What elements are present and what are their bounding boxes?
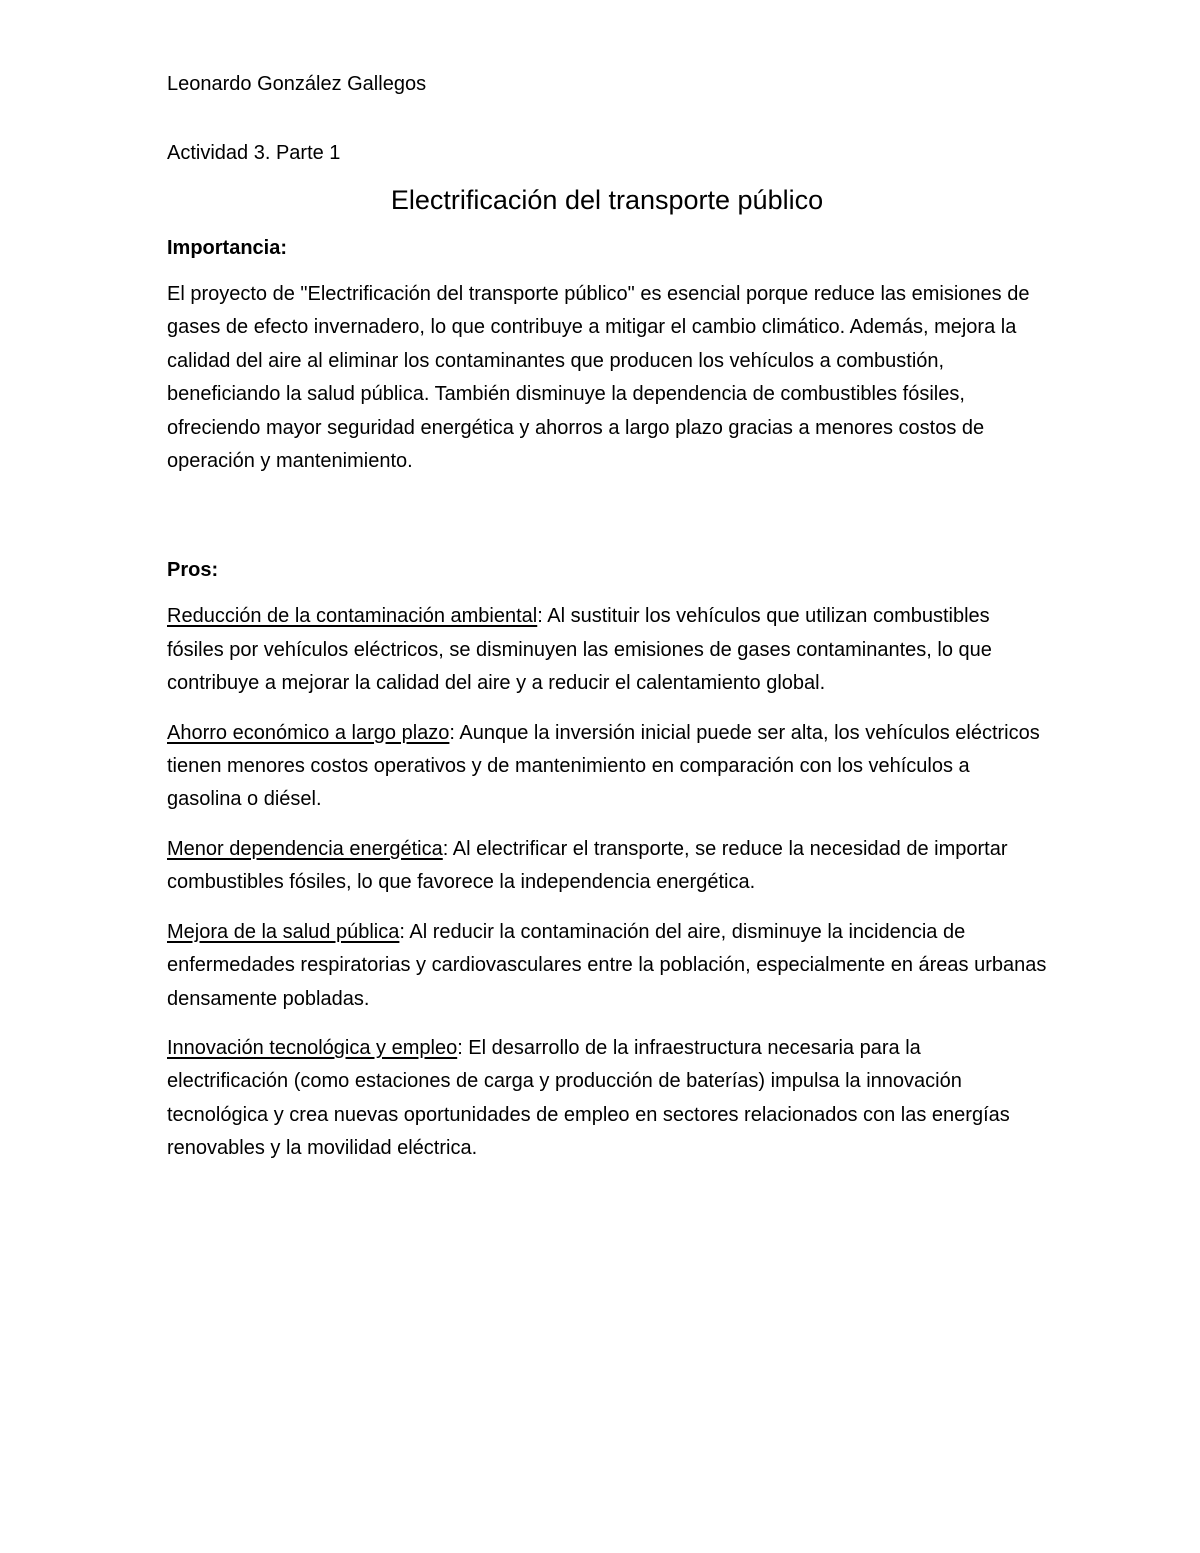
pro-item-dependencia xyxy=(167,833,1047,900)
pro-item-title: Innovación tecnológica y empleo xyxy=(167,1036,458,1059)
pro-item-contaminacion xyxy=(167,600,1047,700)
pro-item-title: Reducción de la contaminación ambiental xyxy=(167,605,538,628)
pro-item-text: : El desarrollo de la infraestructura necesaria para la electrificación (como estaciones de carga y producción de baterías) impulsa la innovación tecnológica y crea nuevas oportunidades de empleo en sectores relacionados con las energías renovables y la movilidad eléctrica. xyxy=(167,1036,1010,1160)
pro-item-text: : Al sustituir los vehículos que utilizan combustibles fósiles por vehículos eléctricos, se disminuyen las emisiones de gases contaminantes, lo que contribuye a mejorar la calidad del aire y a reducir el calentamiento global. xyxy=(167,605,992,695)
pro-item-text: : Aunque la inversión inicial puede ser alta, los vehículos eléctricos tienen menores costos operativos y de mantenimiento en comparación con los vehículos a gasolina o diésel. xyxy=(167,721,1040,811)
pro-item-title: Mejora de la salud pública xyxy=(167,920,400,943)
pros-heading: Pros: xyxy=(167,559,219,582)
importance-heading: Importancia: xyxy=(167,237,288,259)
pro-item-text: : Al reducir la contaminación del aire, disminuye la incidencia de enfermedades respiratorias y cardiovasculares entre la población, especialmente en áreas urbanas densamente pobladas. xyxy=(167,920,1047,1010)
document-title: Electrificación del transporte público xyxy=(390,185,824,215)
pro-item-title: Ahorro económico a largo plazo xyxy=(167,721,450,744)
pro-item-text: : Al electrificar el transporte, se reduce la necesidad de importar combustibles fósiles, lo que favorece la independencia energética. xyxy=(167,837,1008,894)
activity-label: Actividad 3. Parte 1 xyxy=(167,142,341,164)
pro-item-innovacion xyxy=(167,1032,1047,1166)
document-page xyxy=(167,70,1047,1166)
pro-item-title: Menor dependencia energética xyxy=(167,837,443,860)
author-name: Leonardo González Gallegos xyxy=(167,73,427,95)
pro-item-ahorro xyxy=(167,717,1047,817)
pro-item-salud xyxy=(167,916,1047,1016)
importance-paragraph: El proyecto de "Electrificación del transporte público" es esencial porque reduce las emisiones de gases de efecto invernadero, lo que contribuye a mitigar el cambio climático. Además, mejora la calidad del aire al eliminar los contaminantes que producen los vehículos a combustión, beneficiando la salud pública. También disminuye la dependencia de combustibles fósiles, ofreciendo mayor seguridad energética y ahorros a largo plazo gracias a menores costos de operación y mantenimiento. xyxy=(167,283,1030,473)
